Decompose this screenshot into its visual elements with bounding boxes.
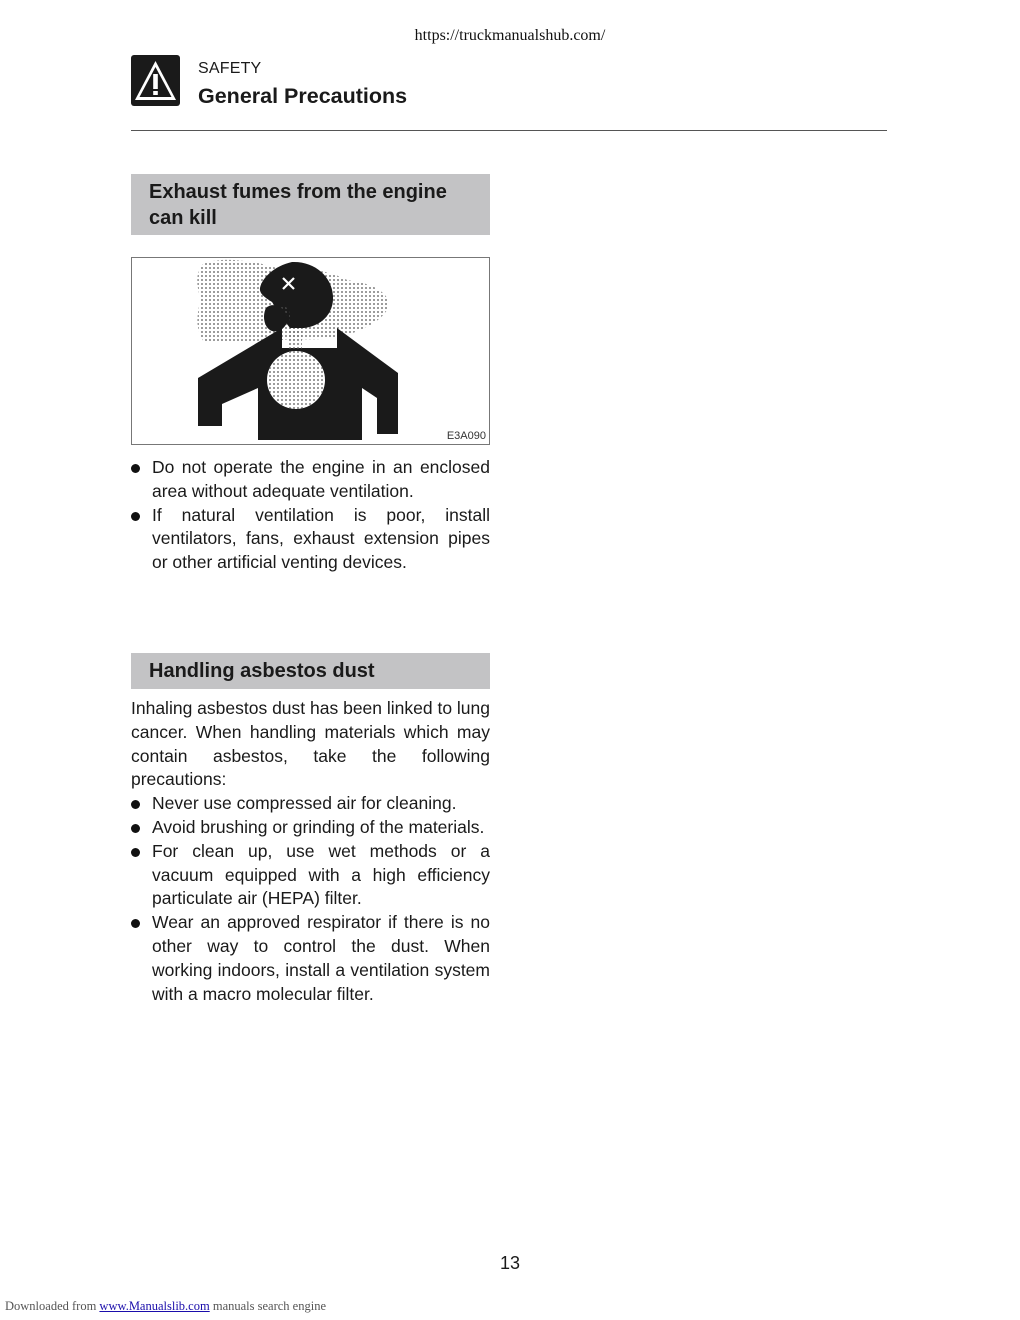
exhaust-figure (131, 257, 490, 445)
figure-code: E3A090 (446, 430, 486, 442)
toxic-fumes-person-illustration (132, 258, 489, 444)
list-item: Wear an approved respirator if there is no other way to control the dust. When working indoors, install a ventilation system with a macro molecular filter. (131, 911, 490, 1006)
list-item: Avoid brushing or grinding of the materials. (131, 816, 490, 840)
exhaust-bullet-list (131, 456, 490, 575)
list-item: If natural ventilation is poor, install ventilators, fans, exhaust extension pipes or other artificial venting devices. (131, 504, 490, 575)
header-divider (131, 130, 887, 131)
section-label: SAFETY (198, 60, 262, 77)
bullet-icon (131, 512, 140, 521)
manualslib-link[interactable]: www.Manualslib.com (99, 1299, 210, 1313)
list-item: Do not operate the engine in an enclosed area without adequate ventilation. (131, 456, 490, 504)
warning-triangle-icon (131, 55, 180, 106)
exhaust-heading: Exhaust fumes from the engine can kill (131, 174, 490, 235)
asbestos-heading: Handling asbestos dust (131, 653, 490, 689)
page-number: 13 (499, 1253, 521, 1273)
bullet-icon (131, 464, 140, 473)
source-url: https://truckmanualshub.com/ (414, 27, 606, 44)
footer-prefix: Downloaded from (5, 1299, 97, 1313)
download-footer (5, 1299, 326, 1314)
page-title: General Precautions (198, 84, 408, 108)
bullet-icon (131, 824, 140, 833)
bullet-icon (131, 848, 140, 857)
bullet-icon (131, 919, 140, 928)
asbestos-intro: Inhaling asbestos dust has been linked to lung cancer. When handling materials which may contain asbestos, take the following precautions: (131, 698, 491, 790)
list-item: Never use compressed air for cleaning. (131, 792, 490, 816)
asbestos-content (131, 697, 490, 1006)
bullet-icon (131, 800, 140, 809)
list-item: For clean up, use wet methods or a vacuum equipped with a high efficiency particulate air (HEPA) filter. (131, 840, 490, 911)
footer-suffix: manuals search engine (212, 1299, 326, 1313)
